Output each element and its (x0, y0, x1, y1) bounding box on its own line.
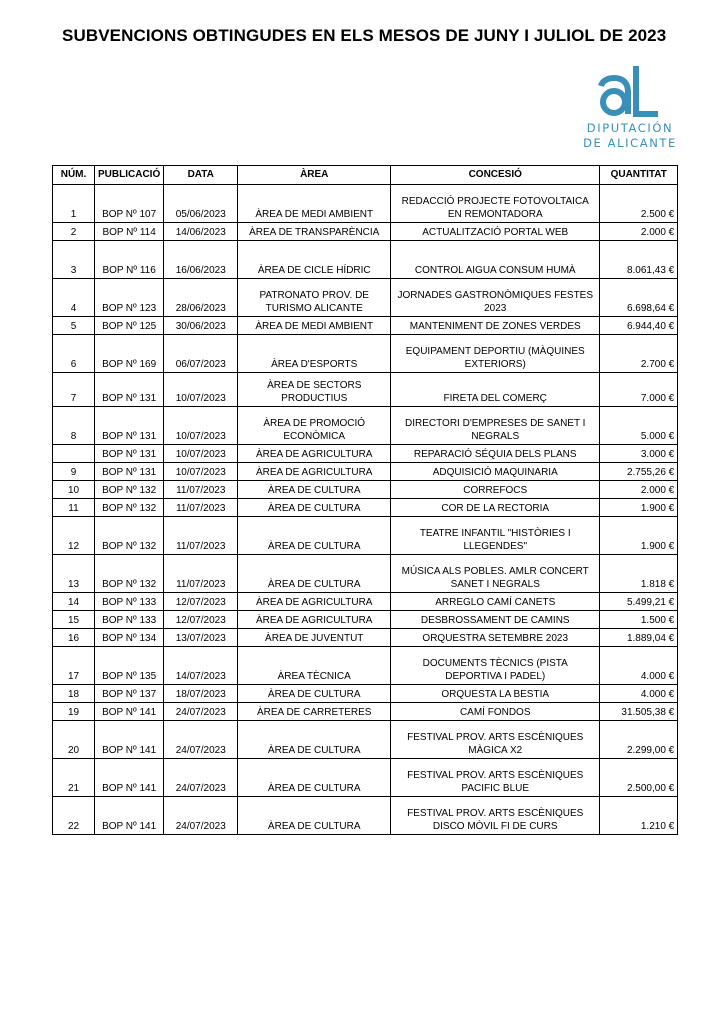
row-area: ÀREA DE AGRICULTURA (238, 463, 391, 481)
row-concessio: DESBROSSAMENT DE CAMINS (391, 611, 600, 629)
row-quantitat: 7.000 € (600, 373, 678, 407)
row-area: ÀREA DE CICLE HÍDRIC (238, 241, 391, 279)
row-area: ÀREA DE PROMOCIÓ ECONÒMICA (238, 407, 391, 445)
table-row (53, 759, 678, 797)
row-num: 18 (53, 685, 95, 703)
table-row (53, 797, 678, 835)
row-quantitat: 1.500 € (600, 611, 678, 629)
row-quantitat: 2.500 € (600, 185, 678, 223)
row-quantitat: 2.000 € (600, 481, 678, 499)
row-data: 14/06/2023 (164, 223, 238, 241)
row-data: 10/07/2023 (164, 373, 238, 407)
row-quantitat: 1.210 € (600, 797, 678, 835)
table-row (53, 185, 678, 223)
header-publicacio: PUBLICACIÓ (95, 166, 164, 185)
row-quantitat: 31.505,38 € (600, 703, 678, 721)
row-data: 12/07/2023 (164, 611, 238, 629)
row-num: 12 (53, 517, 95, 555)
row-area: ÀREA DE JUVENTUT (238, 629, 391, 647)
row-publicacio: BOP Nº 132 (95, 499, 164, 517)
row-quantitat: 8.061,43 € (600, 241, 678, 279)
table-row (53, 335, 678, 373)
row-data: 24/07/2023 (164, 759, 238, 797)
row-num: 20 (53, 721, 95, 759)
row-concessio: DOCUMENTS TÈCNICS (PISTA DEPORTIVA I PADEL) (391, 647, 600, 685)
row-publicacio: BOP Nº 132 (95, 481, 164, 499)
logo-text-line1: DIPUTACIÓN (586, 121, 674, 135)
row-data: 10/07/2023 (164, 407, 238, 445)
row-publicacio: BOP Nº 141 (95, 797, 164, 835)
row-area: ÀREA DE CULTURA (238, 759, 391, 797)
row-concessio: REDACCIÓ PROJECTE FOTOVOLTAICA EN REMONTADORA (391, 185, 600, 223)
row-quantitat: 2.755,26 € (600, 463, 678, 481)
table-row (53, 685, 678, 703)
row-area: ÀREA DE AGRICULTURA (238, 611, 391, 629)
row-data: 13/07/2023 (164, 629, 238, 647)
row-num: 9 (53, 463, 95, 481)
header-num: NÚM. (53, 166, 95, 185)
table-row (53, 517, 678, 555)
row-quantitat: 4.000 € (600, 647, 678, 685)
row-quantitat: 2.500,00 € (600, 759, 678, 797)
row-num: 8 (53, 407, 95, 445)
row-data: 05/06/2023 (164, 185, 238, 223)
row-concessio: JORNADES GASTRONÒMIQUES FESTES 2023 (391, 279, 600, 317)
row-concessio: ORQUESTA LA BESTIA (391, 685, 600, 703)
row-data: 06/07/2023 (164, 335, 238, 373)
table-row (53, 721, 678, 759)
row-area: ÀREA DE CULTURA (238, 555, 391, 593)
row-data: 16/06/2023 (164, 241, 238, 279)
row-publicacio: BOP Nº 133 (95, 611, 164, 629)
row-publicacio: BOP Nº 131 (95, 463, 164, 481)
table-row (53, 373, 678, 407)
row-num: 11 (53, 499, 95, 517)
table-row (53, 611, 678, 629)
row-num: 6 (53, 335, 95, 373)
row-publicacio: BOP Nº 169 (95, 335, 164, 373)
row-publicacio: BOP Nº 141 (95, 759, 164, 797)
row-publicacio: BOP Nº 132 (95, 555, 164, 593)
table-row (53, 241, 678, 279)
row-num: 7 (53, 373, 95, 407)
row-num: 16 (53, 629, 95, 647)
row-data: 24/07/2023 (164, 721, 238, 759)
row-concessio: COR DE LA RECTORIA (391, 499, 600, 517)
table-row (53, 703, 678, 721)
row-publicacio: BOP Nº 131 (95, 445, 164, 463)
row-num: 4 (53, 279, 95, 317)
row-concessio: ACTUALITZACIÓ PORTAL WEB (391, 223, 600, 241)
row-publicacio: BOP Nº 135 (95, 647, 164, 685)
row-area: ÀREA DE MEDI AMBIENT (238, 317, 391, 335)
row-quantitat: 4.000 € (600, 685, 678, 703)
row-publicacio: BOP Nº 134 (95, 629, 164, 647)
header-data: DATA (164, 166, 238, 185)
row-quantitat: 2.700 € (600, 335, 678, 373)
row-data: 11/07/2023 (164, 481, 238, 499)
row-quantitat: 6.698,64 € (600, 279, 678, 317)
row-area: ÀREA DE TRANSPARÈNCIA (238, 223, 391, 241)
row-quantitat: 2.299,00 € (600, 721, 678, 759)
row-area: ÀREA D'ESPORTS (238, 335, 391, 373)
row-publicacio: BOP Nº 141 (95, 703, 164, 721)
row-publicacio: BOP Nº 133 (95, 593, 164, 611)
table-row (53, 629, 678, 647)
row-quantitat: 5.000 € (600, 407, 678, 445)
row-concessio: CAMÍ FONDOS (391, 703, 600, 721)
row-concessio: MANTENIMENT DE ZONES VERDES (391, 317, 600, 335)
row-concessio: EQUIPAMENT DEPORTIU (MÀQUINES EXTERIORS) (391, 335, 600, 373)
table-row (53, 593, 678, 611)
header-area: ÀREA (238, 166, 391, 185)
row-quantitat: 1.900 € (600, 517, 678, 555)
row-data: 28/06/2023 (164, 279, 238, 317)
table-row (53, 555, 678, 593)
row-concessio: ADQUISICIÓ MAQUINARIA (391, 463, 600, 481)
row-concessio: CONTROL AIGUA CONSUM HUMÀ (391, 241, 600, 279)
row-data: 30/06/2023 (164, 317, 238, 335)
row-num: 21 (53, 759, 95, 797)
row-publicacio: BOP Nº 125 (95, 317, 164, 335)
row-publicacio: BOP Nº 123 (95, 279, 164, 317)
row-data: 11/07/2023 (164, 517, 238, 555)
row-concessio: ARREGLO CAMÍ CANETS (391, 593, 600, 611)
row-num: 5 (53, 317, 95, 335)
row-area: ÀREA DE CULTURA (238, 685, 391, 703)
row-data: 10/07/2023 (164, 445, 238, 463)
row-concessio: FESTIVAL PROV. ARTS ESCÈNIQUES MÀGICA X2 (391, 721, 600, 759)
table-row (53, 647, 678, 685)
row-publicacio: BOP Nº 107 (95, 185, 164, 223)
al-logo-mark-icon (580, 62, 680, 120)
table-header-row (53, 166, 678, 185)
row-num: 1 (53, 185, 95, 223)
row-area: ÀREA DE CULTURA (238, 721, 391, 759)
row-concessio: ORQUESTRA SETEMBRE 2023 (391, 629, 600, 647)
row-num: 14 (53, 593, 95, 611)
row-num: 22 (53, 797, 95, 835)
table-row (53, 463, 678, 481)
row-concessio: FIRETA DEL COMERÇ (391, 373, 600, 407)
table-row (53, 499, 678, 517)
row-area: ÀREA DE SECTORS PRODUCTIUS (238, 373, 391, 407)
header-quantitat: QUANTITAT (600, 166, 678, 185)
row-concessio: CORREFOCS (391, 481, 600, 499)
diputacion-alicante-logo (580, 62, 680, 152)
row-num (53, 445, 95, 463)
row-data: 11/07/2023 (164, 499, 238, 517)
row-quantitat: 5.499,21 € (600, 593, 678, 611)
row-publicacio: BOP Nº 132 (95, 517, 164, 555)
row-concessio: TEATRE INFANTIL "HISTÒRIES I LLEGENDES" (391, 517, 600, 555)
table-row (53, 279, 678, 317)
row-publicacio: BOP Nº 137 (95, 685, 164, 703)
row-data: 11/07/2023 (164, 555, 238, 593)
row-concessio: DIRECTORI D'EMPRESES DE SANET I NEGRALS (391, 407, 600, 445)
row-concessio: REPARACIÓ SÉQUIA DELS PLANS (391, 445, 600, 463)
row-data: 18/07/2023 (164, 685, 238, 703)
row-num: 10 (53, 481, 95, 499)
row-quantitat: 3.000 € (600, 445, 678, 463)
row-area: ÀREA DE CULTURA (238, 499, 391, 517)
page-title: SUBVENCIONS OBTINGUDES EN ELS MESOS DE JUNY I JULIOL DE 2023 (62, 26, 667, 45)
row-publicacio: BOP Nº 141 (95, 721, 164, 759)
table-row (53, 407, 678, 445)
row-data: 12/07/2023 (164, 593, 238, 611)
row-area: ÀREA DE CULTURA (238, 481, 391, 499)
row-num: 3 (53, 241, 95, 279)
subsidies-table (52, 165, 678, 835)
logo-text-line2: DE ALICANTE (583, 136, 677, 150)
row-area: ÀREA DE CARRETERES (238, 703, 391, 721)
row-data: 10/07/2023 (164, 463, 238, 481)
header-concessio: CONCESIÓ (391, 166, 600, 185)
row-area: PATRONATO PROV. DE TURISMO ALICANTE (238, 279, 391, 317)
row-area: ÀREA DE CULTURA (238, 517, 391, 555)
row-num: 13 (53, 555, 95, 593)
row-area: ÀREA DE CULTURA (238, 797, 391, 835)
row-quantitat: 1.900 € (600, 499, 678, 517)
row-data: 24/07/2023 (164, 703, 238, 721)
row-quantitat: 2.000 € (600, 223, 678, 241)
row-publicacio: BOP Nº 116 (95, 241, 164, 279)
row-publicacio: BOP Nº 114 (95, 223, 164, 241)
table-row (53, 481, 678, 499)
table-row (53, 445, 678, 463)
row-concessio: FESTIVAL PROV. ARTS ESCÈNIQUES PACIFIC BLUE (391, 759, 600, 797)
row-data: 14/07/2023 (164, 647, 238, 685)
row-data: 24/07/2023 (164, 797, 238, 835)
row-area: ÀREA DE AGRICULTURA (238, 445, 391, 463)
row-area: ÀREA TÈCNICA (238, 647, 391, 685)
row-num: 2 (53, 223, 95, 241)
row-num: 19 (53, 703, 95, 721)
row-quantitat: 1.818 € (600, 555, 678, 593)
row-concessio: FESTIVAL PROV. ARTS ESCÈNIQUES DISCO MÒVIL FI DE CURS (391, 797, 600, 835)
row-concessio: MÚSICA ALS POBLES. AMLR CONCERT SANET I NEGRALS (391, 555, 600, 593)
row-num: 17 (53, 647, 95, 685)
row-quantitat: 6.944,40 € (600, 317, 678, 335)
table-row (53, 317, 678, 335)
row-area: ÀREA DE MEDI AMBIENT (238, 185, 391, 223)
table-row (53, 223, 678, 241)
row-publicacio: BOP Nº 131 (95, 407, 164, 445)
row-quantitat: 1.889,04 € (600, 629, 678, 647)
row-publicacio: BOP Nº 131 (95, 373, 164, 407)
row-num: 15 (53, 611, 95, 629)
row-area: ÀREA DE AGRICULTURA (238, 593, 391, 611)
